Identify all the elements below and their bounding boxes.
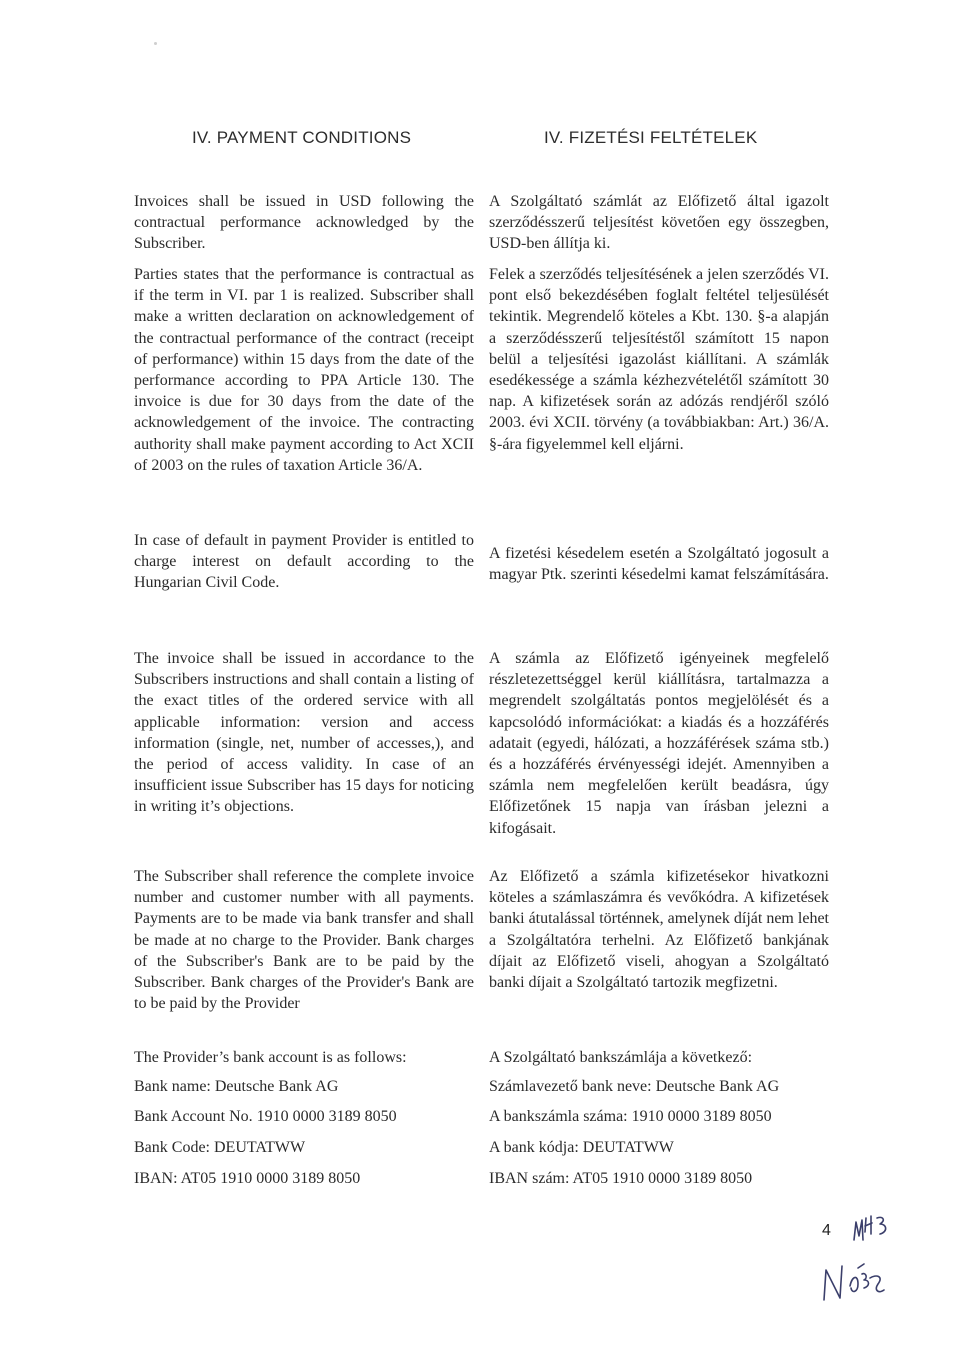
en-paragraph-invoice-contents: The invoice shall be issued in accordance to the Subscribers instructions and shall contain a listing of the exact titles of the ordered service with all applicable information: version and access information (single, net, number of accesses,), and the period of access validity. In case of an insufficient issue Subscriber has 15 days for noticing in writing it’s objections. (134, 650, 474, 816)
handwritten-signature (818, 1250, 898, 1310)
hu-paragraph-invoices-usd: A Szolgáltató számlát az Előfizető által igazolt szerződésszerű teljesítést követően egy összegben, USD-ben állítja ki. (489, 193, 829, 253)
hu-bank-account: A bankszámla száma: 1910 0000 3189 8050 (489, 1108, 772, 1125)
page-number: 4 (822, 1222, 831, 1239)
en-bank-account: Bank Account No. 1910 0000 3189 8050 (134, 1108, 397, 1125)
handwritten-initials-top (850, 1210, 894, 1252)
hu-paragraph-payment-reference: Az Előfizető a számla kifizetésekor hivatkozni köteles a számlaszámra és vevőkódra. A kifizetések banki átutalással történnek, amelynek díját nem lehet a Szolgáltatóra terhelni. Az Előfizető bankjának díjait az Előfizető viseli, ahogyan a Szolgáltató banki díjait a Szolgáltató tartozik megfizetni. (489, 868, 829, 992)
heading-hu: IV. FIZETÉSI FELTÉTELEK (544, 128, 758, 147)
scan-speck (154, 42, 157, 45)
en-paragraph-performance: Parties states that the performance is contractual as if the term in VI. par 1 is realized. Subscriber shall make a written declaration on acknowledgement of the contractual performance of the contract (receipt of performance) within 15 days from the date of the performance according to PPA Article 130. The invoice is due for 30 days from the date of the acknowledgement of the invoice. The contracting authority shall make payment according to Act XCII of 2003 on the rules of taxation Article 36/A. (134, 266, 474, 474)
hu-paragraph-default-interest: A fizetési késedelem esetén a Szolgáltató jogosult a magyar Ptk. szerinti késedelmi kamat felszámítására. (489, 545, 829, 584)
hu-bank-code: A bank kódja: DEUTATWW (489, 1139, 674, 1156)
hu-paragraph-invoice-contents: A számla az Előfizető igényeinek megfelelő részletezettséggel kerül kiállításra, tartalmazza a megrendelt szolgáltatás pontos megjelölését és a kapcsolódó információkat: a kiadás és a hozzáférés adatait (egyedi, hálózati, a hozzáférések száma stb.) és a hozzáférés érvényességi idejét. Amennyiben a számla nem megfelelően került beadásra, úgy Előfizetőnek 15 napja van írásban jelezni a kifogásait. (489, 650, 829, 837)
hu-bank-intro: A Szolgáltató bankszámlája a következő: (489, 1049, 753, 1066)
hu-iban: IBAN szám: AT05 1910 0000 3189 8050 (489, 1170, 753, 1187)
en-iban: IBAN: AT05 1910 0000 3189 8050 (134, 1170, 361, 1187)
hu-paragraph-performance: Felek a szerződés teljesítésének a jelen szerződés VI. pont első bekezdésében foglalt feltétel teljesülését tekintik. Megrendelő köteles a Kbt. 130. §-a alapján a szerződésszerű teljesítéstől számított 15 napon belül a teljesítési igazolást kiállítani. A számlák esedékessége a számla kézhezvételétől számított 30 nap. A kifizetések során az adózás rendjéről szóló 2003. évi XCII. törvény (a továbbiakban: Art.) 36/A. §-ára figyelemmel kell eljárni. (489, 266, 829, 453)
en-bank-intro: The Provider’s bank account is as follows: (134, 1049, 407, 1066)
hu-bank-name: Számlavezető bank neve: Deutsche Bank AG (489, 1078, 780, 1095)
en-bank-name: Bank name: Deutsche Bank AG (134, 1078, 339, 1095)
heading-en: IV. PAYMENT CONDITIONS (192, 128, 412, 147)
en-paragraph-default-interest: In case of default in payment Provider is entitled to charge interest on default according to the Hungarian Civil Code. (134, 532, 474, 592)
en-paragraph-invoices-usd: Invoices shall be issued in USD following the contractual performance acknowledged by the Subscriber. (134, 193, 474, 253)
en-bank-code: Bank Code: DEUTATWW (134, 1139, 306, 1156)
en-paragraph-payment-reference: The Subscriber shall reference the complete invoice number and customer number with all payments. Payments are to be made via bank transfer and shall be made at no charge to the Provider. Bank charges of the Subscriber's Bank are to be paid by the Subscriber. Bank charges of the Provider's Bank are to be paid by the Provider (134, 868, 474, 1013)
